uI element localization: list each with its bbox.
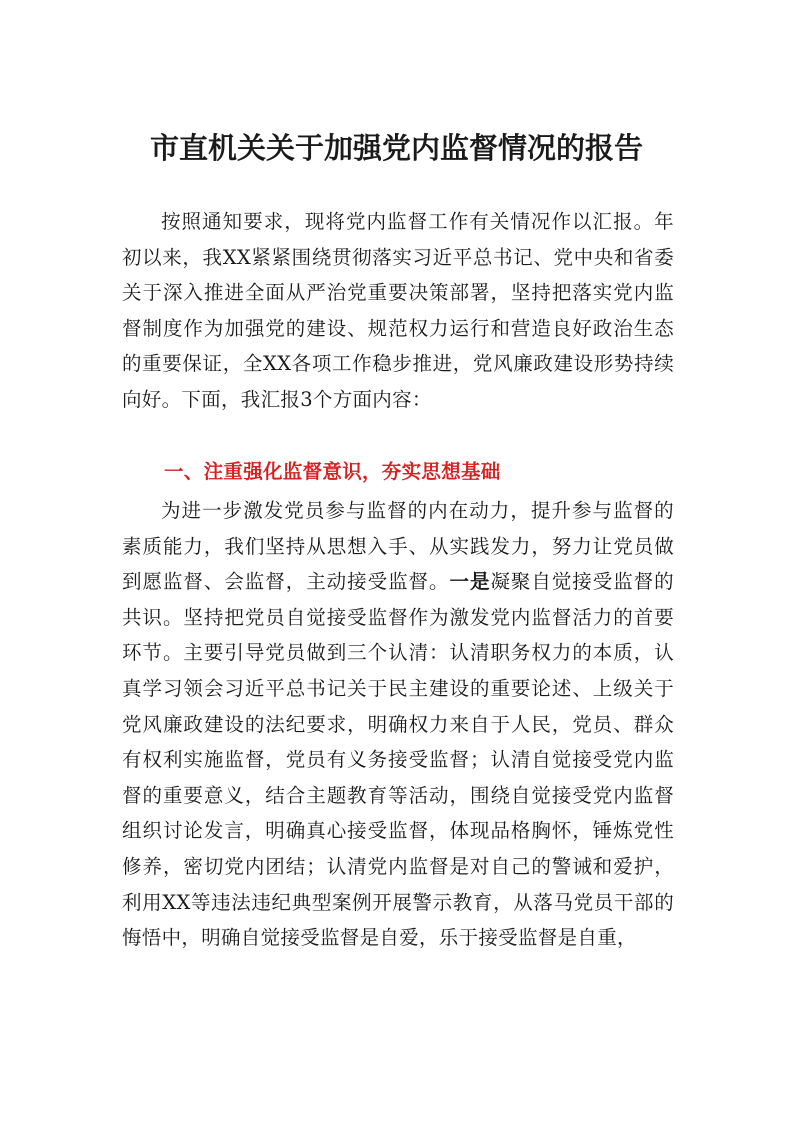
- section-1-text-before: 为进一步激发党员参与监督的内在动力，提升参与监督的素质能力，我们坚持从思想入手、从实践发力，努力让党员做到愿监督、会监督，主动接受监督。: [122, 499, 674, 594]
- section-1-heading: 一、注重强化监督意识，夯实思想基础: [164, 460, 501, 483]
- section-1-text-after: 凝聚自觉接受监督的共识。坚持把党员自觉接受监督作为激发党内监督活力的首要环节。主要引导党员做到三个认清：认清职务权力的本质，认真学习领会习近平总书记关于民主建设的重要论述、上级关于党风廉政建设的法纪要求，明确权力来自于人民，党员、群众有权利实施监督，党员有义务接受监督；认清自觉接受党内监督的重要意义，结合主题教育等活动，围绕自觉接受党内监督组织讨论发言，明确真心接受监督，体现品格胸怀，锤炼党性修养，密切党内团结；认清党内监督是对自己的警诫和爱护，利用XX等违法违纪典型案例开展警示教育，从落马党员干部的悔悟中，明确自觉接受监督是自爱，乐于接受监督是自重，: [122, 570, 674, 950]
- document-title: 市直机关关于加强党内监督情况的报告: [149, 131, 643, 165]
- section-1-paragraph: [122, 493, 674, 956]
- section-1-bold-marker: 一是: [449, 570, 491, 594]
- intro-paragraph: 按照通知要求，现将党内监督工作有关情况作以汇报。年初以来，我XX紧紧围绕贯彻落实习近平总书记、党中央和省委关于深入推进全面从严治党重要决策部署，坚持把落实党内监督制度作为加强党的建设、规范权力运行和营造良好政治生态的重要保证，全XX各项工作稳步推进，党风廉政建设形势持续向好。下面，我汇报3个方面内容：: [122, 210, 674, 411]
